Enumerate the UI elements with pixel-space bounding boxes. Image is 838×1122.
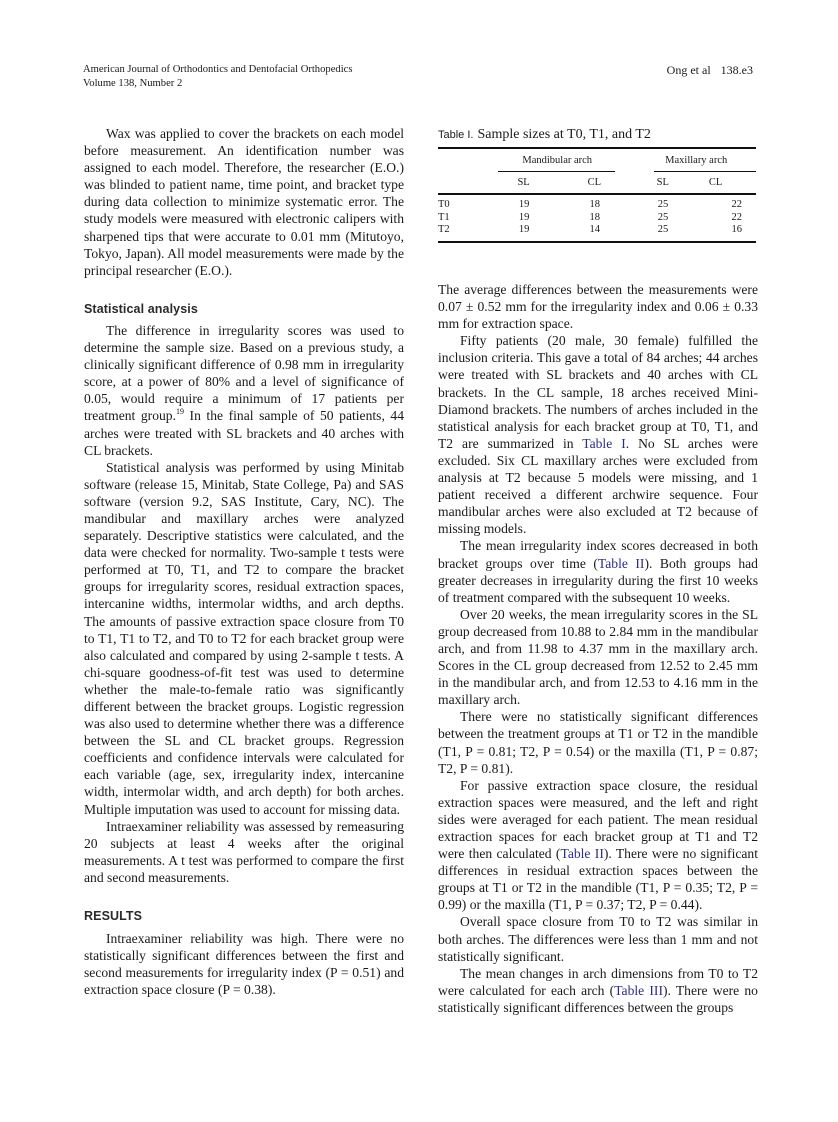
table-label: Table I. <box>438 129 474 141</box>
cell-max-cl: 16 <box>731 224 742 235</box>
paragraph-overall-closure: Overall space closure from T0 to T2 was similar in both arches. The differences were less than 1 mm and not statistically significant. <box>438 914 758 964</box>
subheader-max-cl: CL <box>708 177 723 188</box>
page-info <box>667 63 753 77</box>
paragraph-reliability-method: Intraexaminer reliability was assessed by remeasuring 20 subjects at least 4 weeks after the original measurements. A t test was performed to compare the first and second measurements. <box>84 818 404 885</box>
sample-size-text: The difference in irregularity scores was used to determine the sample size. Based on a previous study, a clinically significant difference of 0.98 mm in irregularity score, at a power of 80% and a level of significance of 0.05, would require a minimum of 17 patients per treatment group. <box>84 322 404 424</box>
table-header-rule <box>438 193 756 195</box>
sample-size-subheader <box>438 172 756 193</box>
cell-max-sl: 25 <box>657 211 669 223</box>
irregularity-text: The mean irregularity index scores decreased in both bracket groups over time ( <box>438 538 758 571</box>
paragraph-sample-size <box>84 322 404 459</box>
citation-19[interactable]: 19 <box>176 407 184 417</box>
journal-volume: Volume 138, Number 2 <box>83 78 183 89</box>
mandibular-underline <box>498 171 615 172</box>
cell-mand-sl: 19 <box>518 199 530 210</box>
table-row-t2 <box>438 224 756 237</box>
paragraph-average-differences: The average differences between the measurements were 0.07 ± 0.52 mm for the irregularity index and 0.06 ± 0.33 mm for extraction space. <box>438 282 758 332</box>
journal-title: American Journal of Orthodontics and Dentofacial Orthopedics <box>83 64 353 75</box>
table-3-link[interactable]: Table III <box>614 982 663 998</box>
journal-info <box>83 63 352 91</box>
sample-size-table <box>438 149 756 171</box>
table-2-link[interactable]: Table II <box>560 846 604 862</box>
subheader-row <box>438 172 756 193</box>
maxillary-underline <box>654 171 756 172</box>
cell-max-sl: 25 <box>657 199 669 210</box>
subheader-max-sl: SL <box>656 177 669 188</box>
paragraph-irregularity-decrease <box>438 537 758 605</box>
right-column <box>438 281 758 1016</box>
cell-max-cl: 22 <box>731 211 742 223</box>
section-heading-results: RESULTS <box>84 909 143 924</box>
subheader-mand-sl: SL <box>517 177 530 188</box>
table-title: Sample sizes at T0, T1, and T2 <box>477 127 651 142</box>
arch-dimensions-text-cont: ). There were no statistically significant differences between the groups <box>438 982 758 1015</box>
section-heading-statistical-analysis: Statistical analysis <box>84 301 198 316</box>
left-column <box>84 125 404 999</box>
cell-mand-sl: 19 <box>518 224 530 235</box>
cell-time: T2 <box>438 224 450 235</box>
cell-max-sl: 25 <box>657 224 669 235</box>
cell-max-cl: 22 <box>731 199 742 210</box>
cell-mand-cl: 14 <box>589 224 600 235</box>
subheader-mand-cl: CL <box>587 177 602 188</box>
sample-size-body <box>438 199 756 237</box>
paragraph-reliability-result: Intraexaminer reliability was high. There were no statistically significant differences between the first and second measurements for irregularity index (P = 0.51) and extraction space closure (P = 0.38). <box>84 931 404 998</box>
cell-mand-cl: 18 <box>589 211 600 223</box>
table-row-t0 <box>438 199 756 212</box>
paragraph-arch-dimensions <box>438 965 758 1016</box>
authors: Ong et al <box>666 63 711 77</box>
group-underlines <box>438 171 756 172</box>
irregularity-text-cont: ). Both groups had greater decreases in irregularity during the first 10 weeks of treatment compared with the subsequent 10 weeks. <box>438 555 758 605</box>
paragraph-20-weeks: Over 20 weeks, the mean irregularity scores in the SL group decreased from 10.88 to 2.84 mm in the mandibular arch, and from 11.98 to 4.37 mm in the maxillary arch. Scores in the CL group decreased from 12.52 to 2.45 mm in the mandibular arch, and from 12.53 to 4.16 mm in the maxillary arch. <box>438 606 758 708</box>
cell-mand-cl: 18 <box>589 199 600 210</box>
cell-mand-sl: 19 <box>518 211 530 223</box>
table-bottom-rule <box>438 241 756 243</box>
cell-time: T1 <box>438 211 450 223</box>
sample-size-text-cont: In the final sample of 50 patients, 44 arches were treated with SL brackets and 40 arches with CL brackets. <box>84 408 404 458</box>
table-2-link[interactable]: Table II <box>597 555 645 571</box>
extraction-text-cont: ). There were no significant differences in residual extraction spaces between the groups at T1 or T2 in the mandible (T1, P = 0.35; T2, P = 0.99) or the maxilla (T1, P = 0.37; T2, P = 0.44). <box>438 846 758 913</box>
extraction-text: For passive extraction space closure, the residual extraction spaces were measured, and the left and right sides were averaged for each patient. The mean residual extraction spaces for each bracket group at T1 and T2 were then calculated ( <box>438 777 758 862</box>
paragraph-wax: Wax was applied to cover the brackets on each model before measurement. An identification number was assigned to each model. Therefore, the researcher (E.O.) was blinded to patient name, time point, and bracket type during data collection to minimize systematic error. The study models were measured with electronic calipers with sharpened tips that were accurate to 0.01 mm (Mitutoyo, Tokyo, Japan). All model measurements were made by the principal researcher (E.O.). <box>84 126 404 278</box>
table-1 <box>438 126 756 243</box>
patients-text-cont: . No SL arches were excluded. Six CL maxillary arches were excluded from analysis at T2 because 5 models were missing, and 1 patient received a different archwire sequence. Four mandibular arches were also excluded at T2 because of missing models. <box>438 435 758 537</box>
paragraph-extraction-space <box>438 777 758 914</box>
table-1-link[interactable]: Table I <box>582 435 626 451</box>
group-header-mandibular: Mandibular arch <box>522 154 593 166</box>
table-row-t1 <box>438 212 756 225</box>
arch-dimensions-text: The mean changes in arch dimensions from T0 to T2 were calculated for each arch ( <box>438 965 758 998</box>
table-caption <box>438 126 756 144</box>
page-number: 138.e3 <box>720 63 753 77</box>
cell-time: T0 <box>438 199 450 210</box>
paragraph-no-significant-differences: There were no statistically significant differences between the treatment groups at T1 or T2 in the mandible (T1, P = 0.81; T2, P = 0.54) or the maxilla (T1, P = 0.87; T2, P = 0.81). <box>438 709 758 776</box>
group-header-row <box>438 149 756 171</box>
paragraph-statistical-methods: Statistical analysis was performed by using Minitab software (release 15, Minitab, State College, Pa) and SAS software (version 9.2, SAS Institute, Cary, NC). The mandibular and maxillary arches were analyzed separately. Descriptive statistics were calculated, and the data were checked for normality. Two-sample t tests were performed at T0, T1, and T2 to compare the bracket groups for irregularity scores, residual extraction spaces, intercanine widths, intermolar widths, and arch depths. The amounts of passive extraction space closure from T0 to T1, T1 to T2, and T0 to T2 for each bracket group were also calculated and compared by using 2-sample t tests. A chi-square goodness-of-fit test was used to determine whether the male-to-female ratio was significantly different between the bracket groups. Logistic regression was also used to determine whether there was a difference between the SL and CL bracket groups. Regression coefficients and confidence intervals were calculated for each variable (age, sex, irregularity index, intercanine width, intermolar width, and arch depth) for both arches. Multiple imputation was used to account for missing data. <box>84 459 404 817</box>
paragraph-patients <box>438 332 758 537</box>
group-header-maxillary: Maxillary arch <box>665 154 728 166</box>
patients-text: Fifty patients (20 male, 30 female) fulfilled the inclusion criteria. This gave a total of 84 arches; 44 arches were treated with SL brackets and 40 arches with CL brackets. In the CL sample, 18 arches received Mini-Diamond brackets. The numbers of arches included in the statistical analysis for each bracket group at T0, T1, and T2 are summarized in <box>438 333 758 451</box>
